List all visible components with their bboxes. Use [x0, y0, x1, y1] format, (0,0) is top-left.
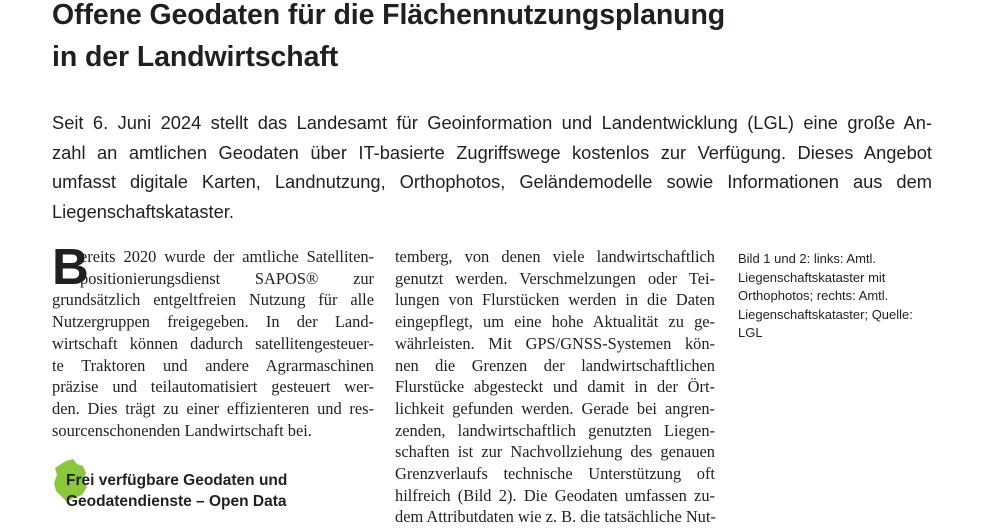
body-line: Grenzverlaufs technische Unterstützung oft: [395, 464, 715, 484]
body-line: präzise und teilautomatisiert gesteuert wer-: [52, 377, 374, 397]
body-line: schaften ist zur Nachvollziehung des genauen: [395, 442, 715, 462]
body-line: wirtschaft können dadurch satellitengesteuer-: [52, 333, 374, 353]
title-line-2: in der Landwirtschaft: [52, 41, 339, 73]
caption-line: Liegenschaftskataster; Quelle:: [738, 306, 913, 322]
body-line: währleisten. Mit GPS/GNSS-Systemen kön-: [395, 333, 715, 353]
body-line: sourcenschonenden Landwirtschaft bei.: [52, 420, 312, 440]
section-subheading: [66, 470, 366, 512]
body-line: eingepflegt, um eine hohe Aktualität zu ge-: [395, 312, 715, 332]
lead-line: zahl an amtlichen Geodaten über IT-basierte Zugriffswege kostenlos zur Verfügung. Dieses Angebot: [52, 141, 932, 163]
caption-line: Liegenschaftskataster mit: [738, 269, 886, 285]
article-title: [52, 0, 952, 78]
caption-line: Orthophotos; rechts: Amtl.: [738, 288, 889, 303]
drop-cap: B: [52, 238, 89, 295]
caption-line: LGL: [738, 325, 763, 340]
body-line: dem Attributdaten wie z. B. die tatsächliche Nut-: [395, 507, 716, 527]
body-line: zenden, landwirtschaftlich genutzten Liegen-: [395, 420, 715, 440]
body-column-2: [395, 246, 715, 528]
figure-caption: [738, 250, 978, 343]
caption-line: Bild 1 und 2: links: Amtl.: [738, 251, 877, 266]
body-line: genutzt werden. Verschmelzungen oder Tei-: [395, 268, 715, 288]
lead-line: Seit 6. Juni 2024 stellt das Landesamt für Geoinformation und Landentwicklung (LGL) eine große An-: [52, 112, 932, 133]
body-line: Flurstücke abgesteckt und damit in der Ört-: [395, 377, 715, 397]
body-line: Nutzergruppen freigegeben. In der Land-: [52, 312, 374, 332]
lead-paragraph: [52, 108, 932, 226]
body-line: nen die Grenzen der landwirtschaftlichen: [395, 355, 715, 375]
subheading-line-2: Geodatendienste – Open Data: [66, 493, 287, 510]
body-line: lungen von Flurstücken werden in die Daten: [395, 290, 715, 310]
body-line: hilfreich (Bild 2). Die Geodaten umfassen zu-: [395, 485, 715, 505]
subheading-line-1: Frei verfügbare Geodaten und: [66, 472, 288, 489]
body-line: te Traktoren und andere Agrarmaschinen: [52, 355, 374, 375]
body-line: positionierungsdienst SAPOS® zur: [80, 268, 374, 288]
body-column-1: [52, 238, 374, 441]
body-line: den. Dies trägt zu einer effizienteren und res-: [52, 398, 374, 418]
body-line: temberg, von denen viele landwirtschaftlich: [395, 247, 715, 266]
title-line-1: Offene Geodaten für die Flächennutzungsplanung: [52, 0, 726, 31]
body-line: lichkeit gefunden werden. Gerade bei angren-: [395, 398, 715, 418]
body-line: ereits 2020 wurde der amtliche Satelliten-: [80, 247, 374, 266]
lead-line: umfasst digitale Karten, Landnutzung, Orthophotos, Geländemodelle sowie Informationen aus dem: [52, 171, 932, 192]
body-line: grundsätzlich entgeltfreien Nutzung für alle: [52, 290, 374, 310]
lead-line: Liegenschaftskataster.: [52, 200, 234, 222]
